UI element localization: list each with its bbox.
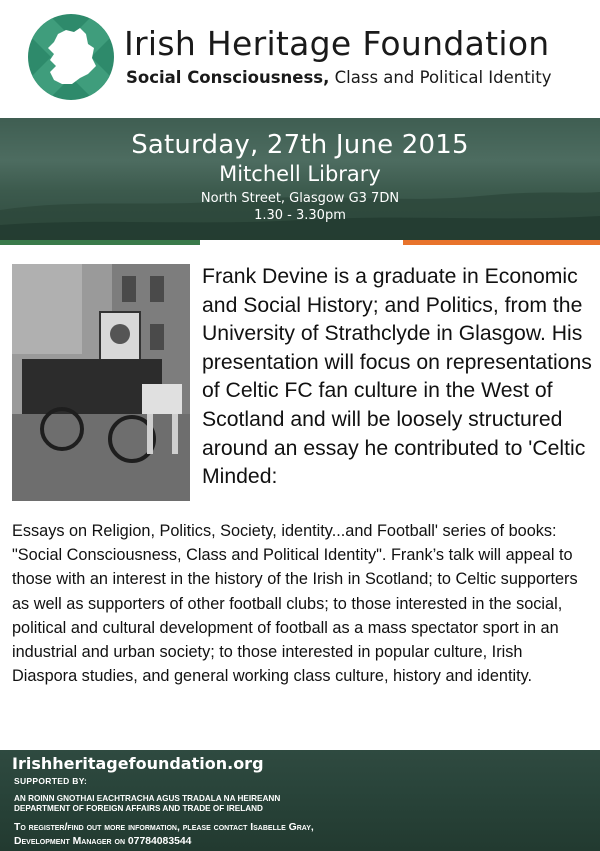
org-subtitle: [126, 68, 552, 87]
supporter-english: DEPARTMENT OF FOREIGN AFFAIRS AND TRADE OF IRELAND: [14, 804, 263, 813]
header: [0, 0, 600, 118]
green-stripe: [0, 240, 200, 245]
historic-photo: [12, 264, 190, 501]
website-link[interactable]: Irishheritagefoundation.org: [12, 754, 264, 773]
org-name: Irish Heritage Foundation: [124, 24, 550, 63]
event-time: 1.30 - 3.30pm: [254, 208, 346, 223]
event-date: Saturday, 27th June 2015: [131, 130, 469, 160]
ireland-map-logo-icon: [28, 14, 114, 100]
subtitle-bold: Social Consciousness,: [126, 68, 330, 87]
contact-line-1: To register/find out more information, please contact Isabelle Gray,: [14, 822, 314, 833]
contact-line-2: Development Manager on 07784083544: [14, 836, 192, 847]
event-venue: Mitchell Library: [219, 162, 381, 186]
speaker-bio: Frank Devine is a graduate in Economic and Social History; and Politics, from the University of Strathclyde in Glasgow. His presentation will focus on representations of Celtic FC fan culture in the West of Scotland and will be loosely structured around an essay he contributed to 'Celtic Minded:: [202, 265, 592, 489]
supporter-irish: AN ROINN GNOTHAI EACHTRACHA AGUS TRADALA NA HEIREANN: [14, 794, 281, 803]
event-address: North Street, Glasgow G3 7DN: [200, 191, 400, 206]
footer: [0, 750, 600, 851]
historic-photo-image: [12, 264, 190, 501]
orange-stripe: [403, 240, 600, 245]
subtitle-rest: Class and Political Identity: [329, 68, 552, 87]
supported-by-label: SUPPORTED BY:: [14, 776, 88, 786]
white-stripe: [200, 240, 403, 245]
event-banner: [0, 118, 600, 240]
talk-description: Essays on Religion, Politics, Society, identity...and Football' series of books: "Social Consciousness, Class and Political Identity". Frank’s talk will appeal to those with an interest in the history of the Irish in Scotland; to Celtic supporters as well as supporters of other football clubs; to those interested in the social, political and cultural development of football as a mass spectator sport in an industrial and urban society; to those interested in popular culture, Irish Diaspora studies, and general working class culture, history and identity.: [12, 522, 578, 686]
